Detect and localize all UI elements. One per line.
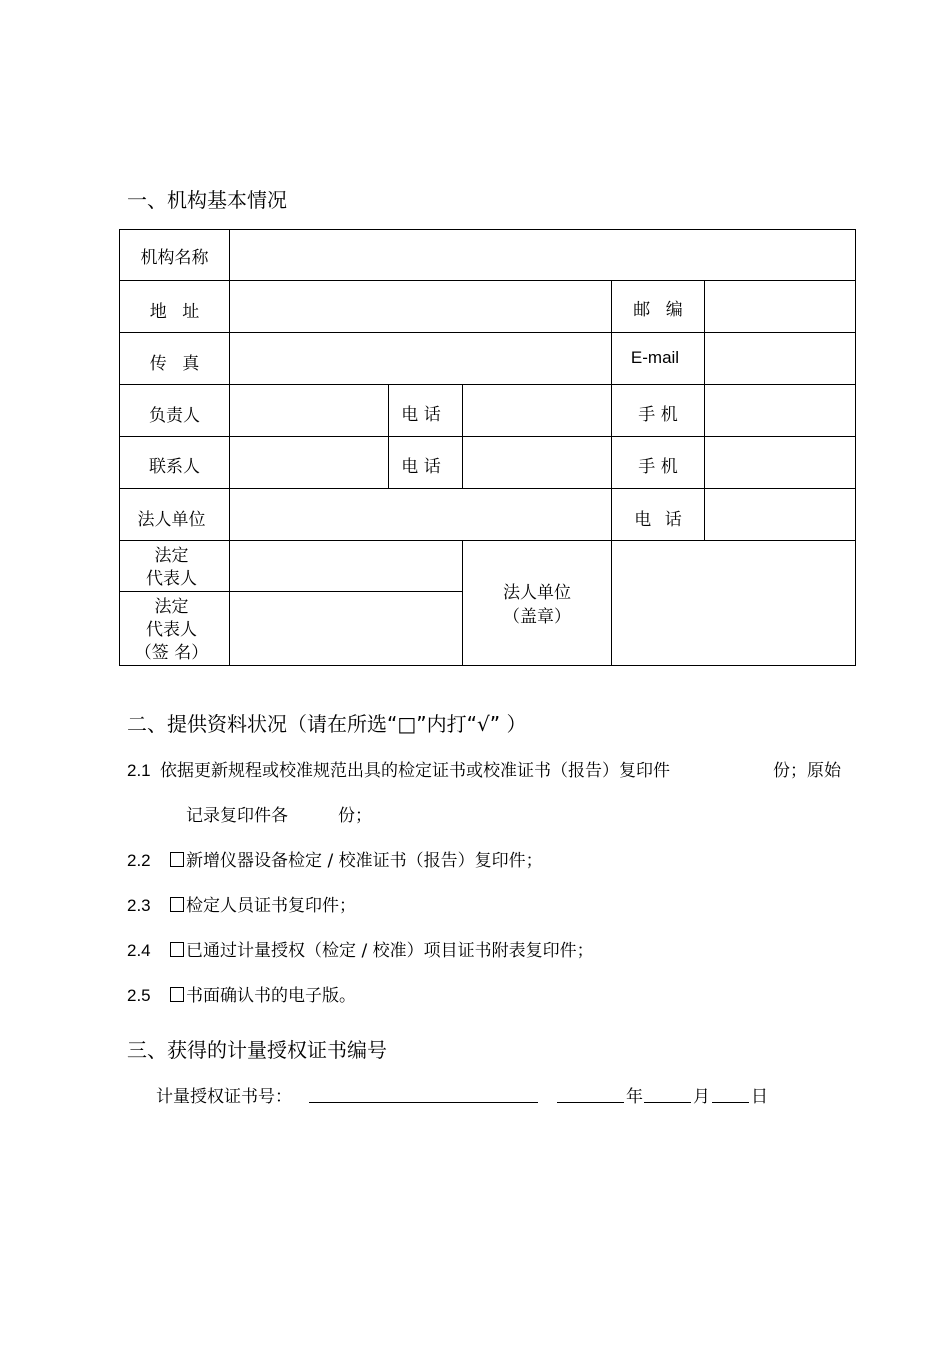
contact-label: 联系人 bbox=[149, 457, 200, 477]
postcode-field[interactable] bbox=[706, 282, 854, 331]
phone-field-2[interactable] bbox=[464, 438, 610, 487]
legal-rep-field[interactable] bbox=[231, 542, 461, 590]
day-line[interactable] bbox=[712, 1102, 749, 1103]
item-2-5-num: 2.5 bbox=[127, 986, 151, 1005]
mobile-field-2[interactable] bbox=[706, 438, 854, 487]
phone-field-1[interactable] bbox=[464, 386, 610, 435]
fax-label: 传 真 bbox=[149, 354, 200, 374]
legal-rep-label-line2: 代表人 bbox=[146, 569, 197, 589]
year-label: 年 bbox=[626, 1087, 643, 1107]
legal-unit-seal-line2: （盖章） bbox=[503, 607, 571, 627]
legal-unit-seal-field[interactable] bbox=[613, 542, 854, 664]
item-2-1-line2: 记录复印件各 bbox=[186, 806, 288, 826]
mobile-label-2: 手 机 bbox=[638, 457, 678, 477]
phone-label-2: 电 话 bbox=[401, 457, 441, 477]
checkbox-2-4[interactable] bbox=[170, 942, 184, 957]
year-line[interactable] bbox=[557, 1102, 624, 1103]
checkbox-2-5[interactable] bbox=[170, 987, 184, 1002]
item-2-1-text: 依据更新规程或校准规范出具的检定证书或校准证书（报告）复印件 bbox=[160, 761, 671, 781]
item-2-1 bbox=[127, 756, 670, 781]
item-2-2-num: 2.2 bbox=[127, 851, 151, 870]
fax-field[interactable] bbox=[231, 334, 610, 383]
email-field[interactable] bbox=[706, 334, 854, 383]
item-2-3 bbox=[127, 891, 356, 916]
legal-rep-sign-label bbox=[120, 596, 223, 665]
legal-rep-sign-line1: 法定 bbox=[154, 597, 189, 617]
item-2-4-text: 已通过计量授权（检定 / 校准）项目证书附表复印件； bbox=[186, 941, 594, 961]
contact-field[interactable] bbox=[231, 438, 387, 487]
person-in-charge-label: 负责人 bbox=[149, 406, 200, 426]
phone-label-3: 电 话 bbox=[634, 510, 682, 530]
org-name-label: 机构名称 bbox=[140, 248, 209, 268]
item-2-4-num: 2.4 bbox=[127, 941, 151, 960]
item-2-1-tail: 份；原始 bbox=[773, 761, 841, 781]
postcode-label: 邮 编 bbox=[633, 300, 683, 320]
day-label: 日 bbox=[751, 1087, 768, 1107]
legal-rep-sign-line2: 代表人 bbox=[146, 620, 197, 640]
email-label: E-mail bbox=[630, 348, 680, 367]
org-name-field[interactable] bbox=[231, 231, 854, 279]
item-2-4 bbox=[127, 936, 594, 961]
cert-number-label: 计量授权证书号： bbox=[156, 1087, 292, 1107]
item-2-2 bbox=[127, 846, 543, 871]
checkbox-2-2[interactable] bbox=[170, 852, 184, 867]
item-2-2-text: 新增仪器设备检定 / 校准证书（报告）复印件； bbox=[186, 851, 543, 871]
cert-number-line[interactable] bbox=[309, 1102, 538, 1103]
legal-unit-label: 法人单位 bbox=[137, 510, 206, 530]
legal-rep-sign-field[interactable] bbox=[231, 593, 461, 664]
item-2-3-num: 2.3 bbox=[127, 896, 151, 915]
item-2-5 bbox=[127, 981, 356, 1006]
address-field[interactable] bbox=[231, 282, 610, 331]
mobile-field-1[interactable] bbox=[706, 386, 854, 435]
legal-rep-sign-line3: （签 名） bbox=[134, 643, 209, 663]
month-label: 月 bbox=[693, 1087, 710, 1107]
section3-heading: 三、获得的计量授权证书编号 bbox=[127, 1038, 387, 1062]
phone-field-3[interactable] bbox=[706, 490, 854, 539]
phone-label-1: 电 话 bbox=[401, 405, 441, 425]
legal-unit-seal-label bbox=[463, 581, 611, 629]
address-label: 地 址 bbox=[149, 302, 200, 322]
person-in-charge-field[interactable] bbox=[231, 386, 387, 435]
legal-unit-seal-line1: 法人单位 bbox=[503, 583, 571, 603]
item-2-1-line2-tail: 份； bbox=[338, 806, 372, 826]
legal-rep-label bbox=[120, 545, 223, 591]
mobile-label-1: 手 机 bbox=[638, 405, 678, 425]
month-line[interactable] bbox=[644, 1102, 691, 1103]
item-2-3-text: 检定人员证书复印件； bbox=[186, 896, 357, 916]
legal-rep-label-line1: 法定 bbox=[154, 546, 189, 566]
section2-heading: 二、提供资料状况（请在所选“□”内打“√” ） bbox=[127, 712, 527, 736]
item-2-5-text: 书面确认书的电子版。 bbox=[186, 986, 357, 1006]
checkbox-2-3[interactable] bbox=[170, 897, 184, 912]
section1-heading: 一、机构基本情况 bbox=[127, 188, 287, 212]
legal-unit-field[interactable] bbox=[231, 490, 610, 539]
item-2-1-num: 2.1 bbox=[127, 761, 151, 780]
